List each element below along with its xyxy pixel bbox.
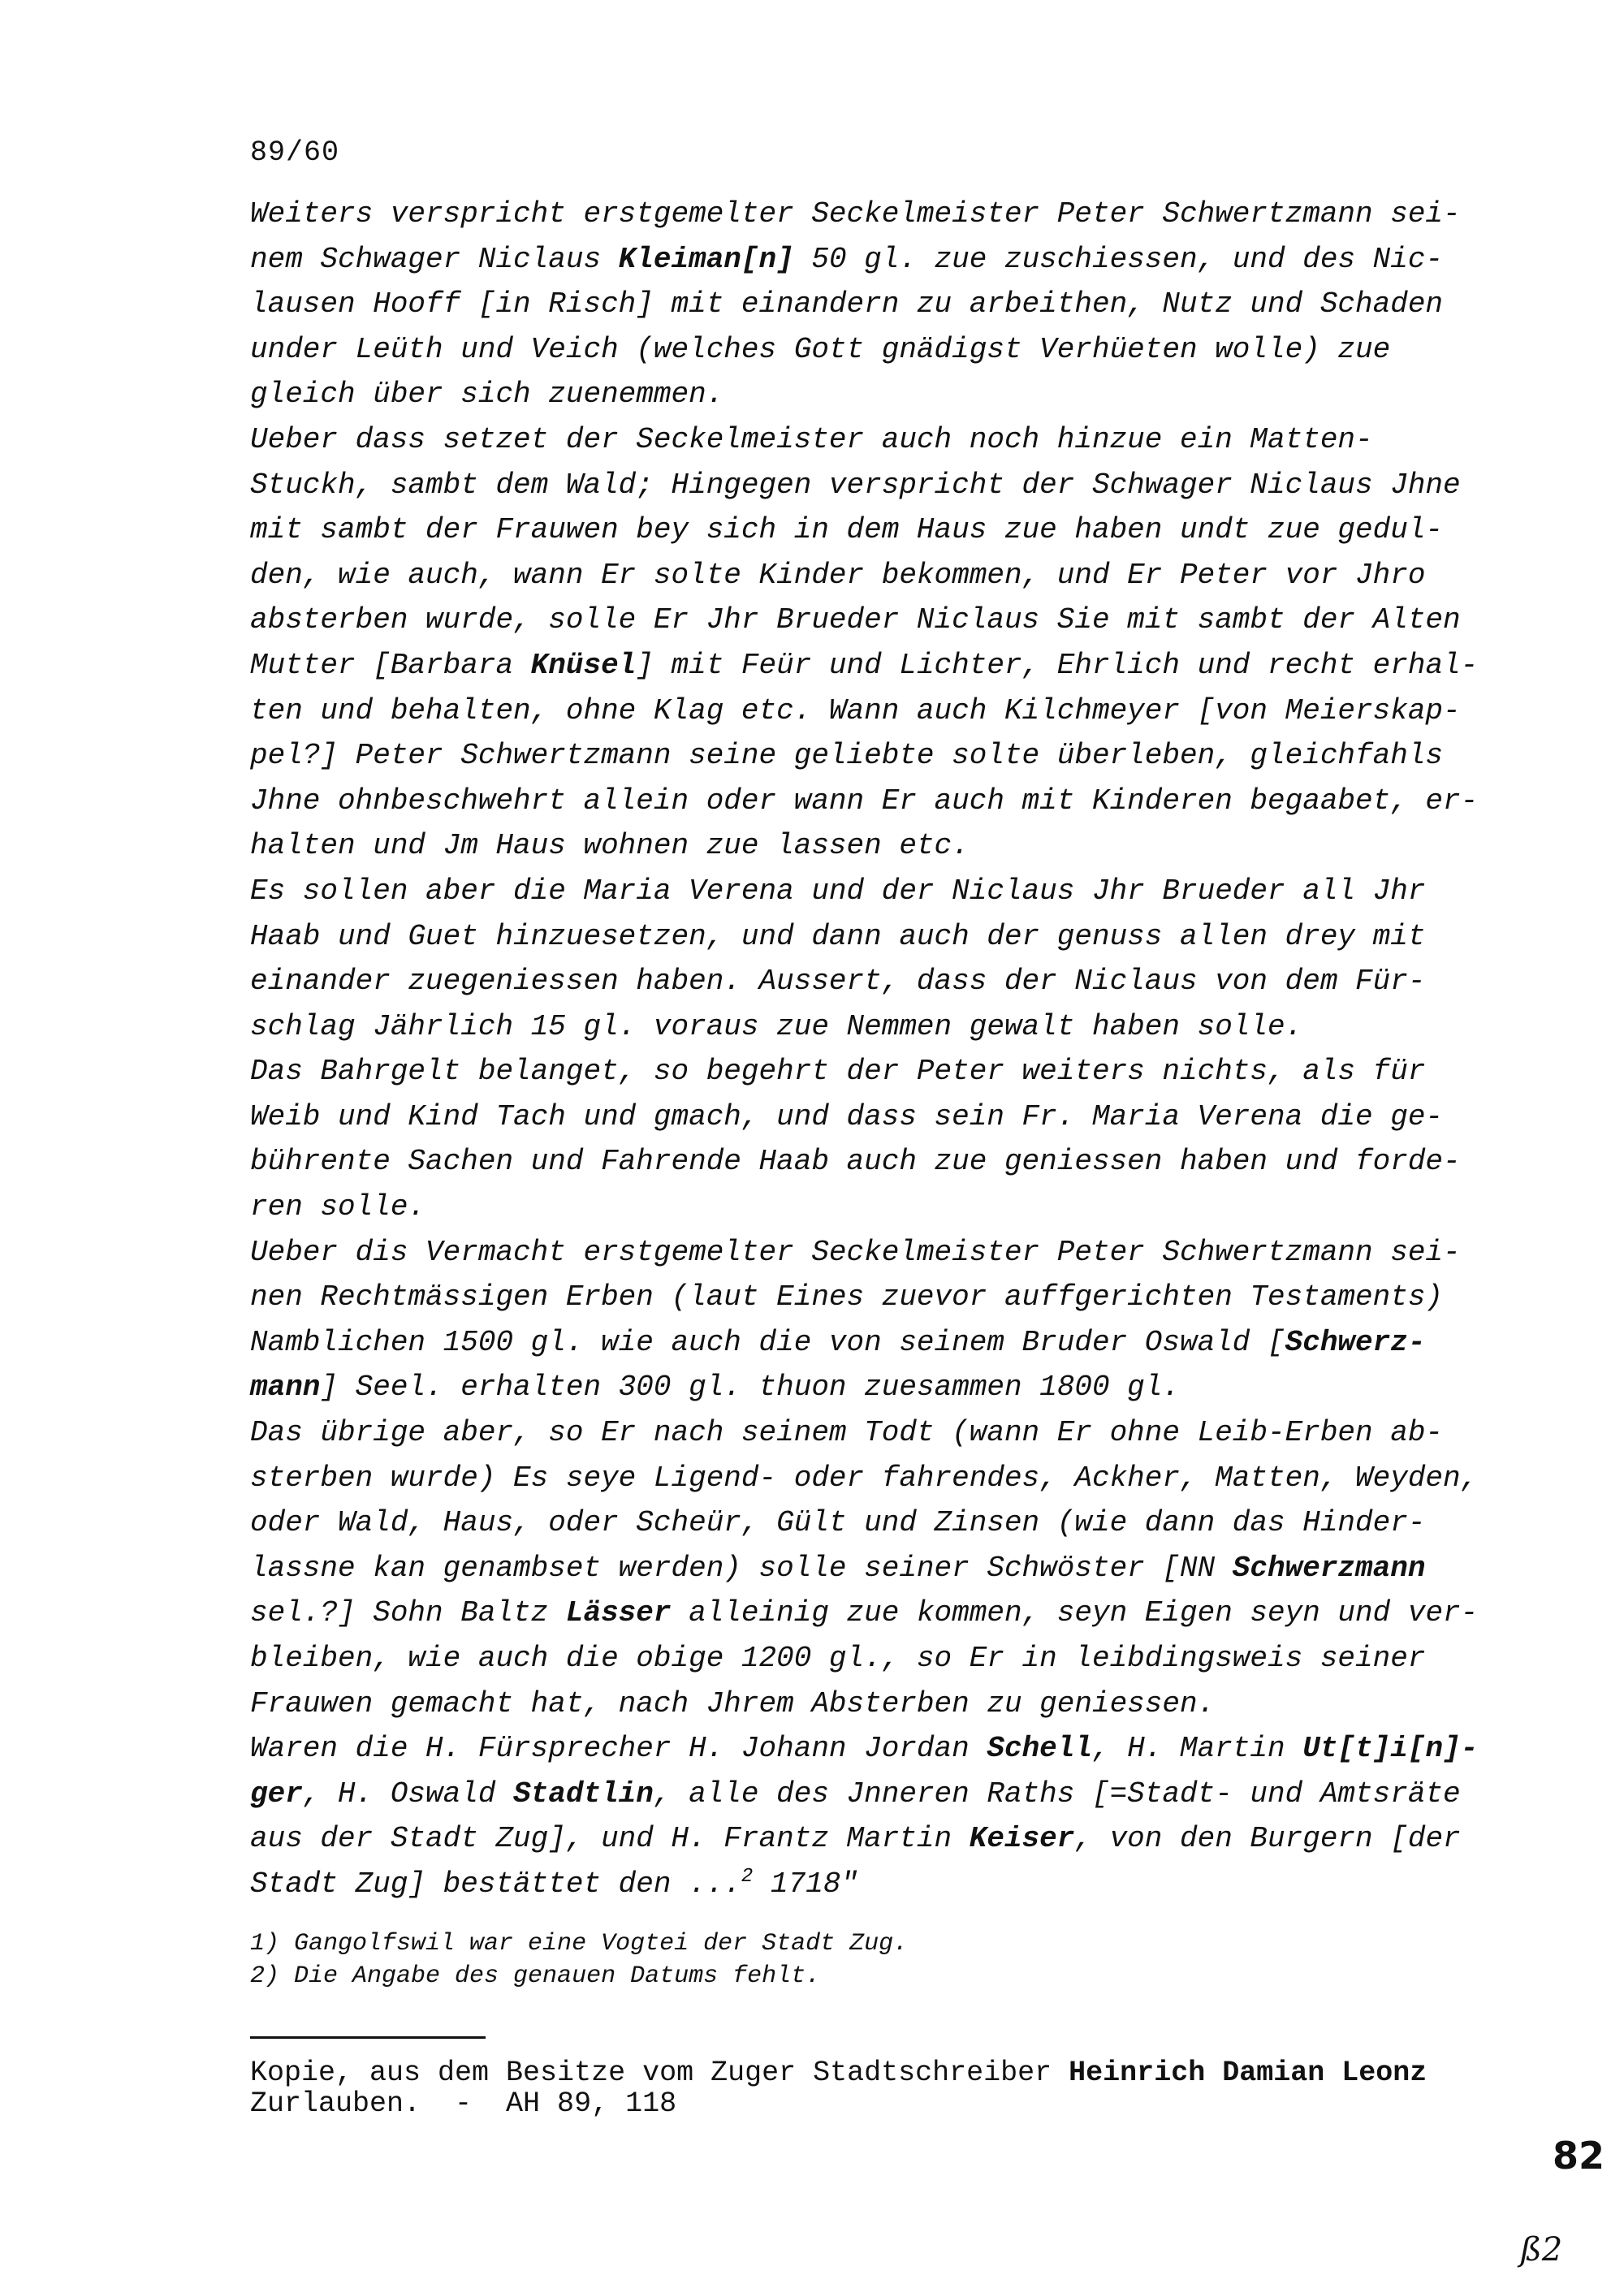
body-line: Haab und Guet hinzuesetzen, und dann auch der genuss allen drey mit bbox=[250, 919, 1426, 953]
body-line: den, wie auch, wann Er solte Kinder bekommen, und Er Peter vor Jhro bbox=[250, 558, 1426, 592]
body-line: aus der Stadt Zug], und H. Frantz Martin Keiser, von den Burgern [der bbox=[250, 1822, 1461, 1856]
body-line: Es sollen aber die Maria Verena und der Niclaus Jhr Brueder all Jhr bbox=[250, 874, 1426, 908]
body-line: under Leüth und Veich (welches Gott gnädigst Verhüeten wolle) zue bbox=[250, 332, 1391, 366]
body-line: einander zuegeniessen haben. Aussert, dass der Niclaus von dem Für- bbox=[250, 965, 1426, 999]
body-line: sel.?] Sohn Baltz Lässer alleinig zue kommen, seyn Eigen seyn und ver- bbox=[250, 1596, 1479, 1630]
body-line: Mutter [Barbara Knüsel] mit Feür und Lichter, Ehrlich und recht erhal- bbox=[250, 648, 1479, 682]
body-line: bleiben, wie auch die obige 1200 gl., so Er in leibdingsweis seiner bbox=[250, 1642, 1426, 1675]
footnote: 2) Die Angabe des genauen Datums fehlt. bbox=[250, 1962, 821, 1990]
source-note bbox=[250, 2057, 1427, 2119]
body-line: halten und Jm Haus wohnen zue lassen etc. bbox=[250, 829, 970, 863]
body-line: Frauwen gemacht hat, nach Jhrem Absterben zu geniessen. bbox=[250, 1686, 1216, 1720]
body-line: Stuckh, sambt dem Wald; Hingegen verspricht der Schwager Niclaus Jhne bbox=[250, 468, 1461, 502]
source-line: Zurlauben. - AH 89, 118 bbox=[250, 2087, 677, 2120]
body-line: ren solle. bbox=[250, 1190, 426, 1224]
body-line: absterben wurde, solle Er Jhr Brueder Niclaus Sie mit sambt der Alten bbox=[250, 603, 1461, 637]
body-line: ten und behalten, ohne Klag etc. Wann auch Kilchmeyer [von Meierskap- bbox=[250, 693, 1461, 727]
body-line: oder Wald, Haus, oder Scheür, Gült und Zinsen (wie dann das Hinder- bbox=[250, 1506, 1426, 1540]
body-line: Waren die H. Fürsprecher H. Johann Jordan Schell, H. Martin Ut[t]i[n]- bbox=[250, 1732, 1479, 1766]
footnote-ref: 2 bbox=[741, 1865, 754, 1888]
body-line: Ueber dis Vermacht erstgemelter Seckelmeister Peter Schwertzmann sei- bbox=[250, 1235, 1461, 1269]
separator-rule bbox=[250, 2036, 486, 2039]
body-line: lassne kan genambset werden) solle seiner Schwöster [NN Schwerzmann bbox=[250, 1551, 1426, 1585]
body-line: pel?] Peter Schwertzmann seine geliebte solte überleben, gleichfahls bbox=[250, 739, 1444, 773]
body-line: Das Bahrgelt belanget, so begehrt der Peter weiters nichts, als für bbox=[250, 1055, 1426, 1089]
page-number: 82 bbox=[1553, 2134, 1605, 2178]
body-line: sterben wurde) Es seye Ligend- oder fahrendes, Ackher, Matten, Weyden, bbox=[250, 1461, 1479, 1495]
body-line: nen Rechtmässigen Erben (laut Eines zuevor auffgerichten Testaments) bbox=[250, 1280, 1444, 1315]
body-line: Weiters verspricht erstgemelter Seckelmeister Peter Schwertzmann sei- bbox=[250, 197, 1461, 231]
body-line: mit sambt der Frauwen bey sich in dem Haus zue haben undt zue gedul- bbox=[250, 513, 1444, 547]
source-line: Kopie, aus dem Besitze vom Zuger Stadtschreiber Heinrich Damian Leonz bbox=[250, 2057, 1427, 2089]
footnote: 1) Gangolfswil war eine Vogtei der Stadt Zug. bbox=[250, 1930, 909, 1958]
body-line: schlag Jährlich 15 gl. voraus zue Nemmen gewalt haben solle. bbox=[250, 1009, 1303, 1043]
body-line: nem Schwager Niclaus Kleiman[n] 50 gl. zue zuschiessen, und des Nic- bbox=[250, 242, 1444, 276]
document-body bbox=[250, 192, 1501, 1907]
body-line: mann] Seel. erhalten 300 gl. thuon zuesammen 1800 gl. bbox=[250, 1371, 1180, 1405]
footnotes bbox=[250, 1928, 908, 1992]
body-line: Weib und Kind Tach und gmach, und dass sein Fr. Maria Verena die ge- bbox=[250, 1099, 1444, 1133]
body-line: gleich über sich zuenemmen. bbox=[250, 378, 724, 412]
body-line: Das übrige aber, so Er nach seinem Todt (wann Er ohne Leib-Erben ab- bbox=[250, 1416, 1444, 1450]
body-line: Jhne ohnbeschwehrt allein oder wann Er auch mit Kinderen begaabet, er- bbox=[250, 784, 1479, 818]
body-line: Ueber dass setzet der Seckelmeister auch noch hinzue ein Matten- bbox=[250, 422, 1373, 456]
body-line: Namblichen 1500 gl. wie auch die von seinem Bruder Oswald [Schwerz- bbox=[250, 1325, 1426, 1359]
body-line: bührente Sachen und Fahrende Haab auch zue geniessen haben und forde- bbox=[250, 1145, 1461, 1179]
body-line: ger, H. Oswald Stadtlin, alle des Jnneren Raths [=Stadt- und Amtsräte bbox=[250, 1776, 1461, 1811]
body-line: lausen Hooff [in Risch] mit einandern zu arbeithen, Nutz und Schaden bbox=[250, 287, 1444, 322]
body-line: Stadt Zug] bestättet den ...$^2$ 1718" bbox=[250, 1865, 858, 1901]
handwritten-mark: ß2 bbox=[1520, 2231, 1563, 2269]
document-reference: 89/60 bbox=[250, 136, 340, 169]
